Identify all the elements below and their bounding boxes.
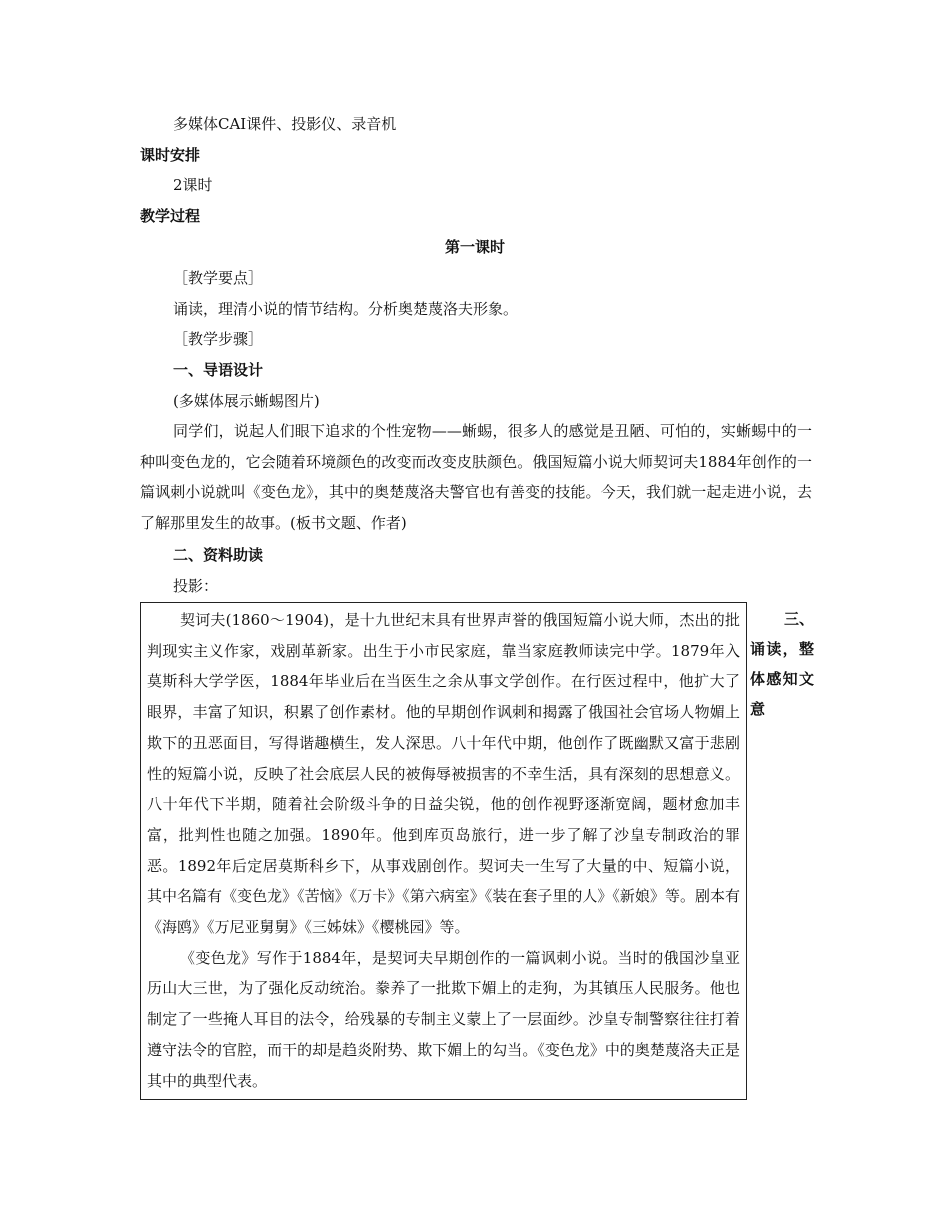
chameleon-background-paragraph: 《变色龙》写作于1884年，是契诃夫早期创作的一篇讽刺小说。当时的俄国沙皇亚历山大三世，为了强化反动统治。豢养了一批欺下媚上的走狗，为其镇压人民服务。他也制定了一些掩人耳目的法令，给残暴的专制主义蒙上了一层面纱。沙皇专制警察往往打着遵守法令的官腔，而干的却是趋炎附势、欺下媚上的勾当。《变色龙》中的奥楚蔑洛夫正是其中的典型代表。 — [147, 948, 740, 1090]
section3-heading: 诵读，整体感知文意 — [750, 640, 814, 718]
lesson-title: 第一课时 — [444, 238, 505, 256]
section2-heading: 二、资料助读 — [173, 546, 264, 564]
key-points-text: 诵读，理清小说的情节结构。分析奥楚蔑洛夫形象。 — [173, 300, 519, 318]
schedule-value: 2课时 — [173, 176, 213, 194]
process-heading: 教学过程 — [140, 207, 201, 225]
section1-note: (多媒体展示蜥蜴图片) — [173, 392, 320, 410]
projection-label: 投影： — [173, 577, 219, 595]
section1-heading: 一、导语设计 — [173, 361, 264, 379]
section3-side-column — [750, 602, 814, 724]
steps-label: ［教学步骤］ — [173, 330, 264, 348]
intro-paragraph: 同学们，说起人们眼下追求的个性宠物——蜥蜴，很多人的感觉是丑陋、可怕的，实蜥蜴中的一种叫变色龙的，它会随着环境颜色的改变而改变皮肤颜色。俄国短篇小说大师契诃夫1884年创作的一篇讽刺小说就叫《变色龙》，其中的奥楚蔑洛夫警官也有善变的技能。今天，我们就一起走进小说，去了解那里发生的故事。(板书文题、作者) — [140, 422, 812, 532]
materials-line: 多媒体CAI课件、投影仪、录音机 — [173, 115, 397, 133]
chekhov-bio-paragraph: 契诃夫(1860～1904)，是十九世纪末具有世界声誉的俄国短篇小说大师，杰出的批判现实主义作家，戏剧革新家。出生于小市民家庭，靠当家庭教师读完中学。1879年入莫斯科大学学医，1884年毕业后在当医生之余从事文学创作。在行医过程中，他扩大了眼界，丰富了知识，积累了创作素材。他的早期创作讽刺和揭露了俄国社会官场人物媚上欺下的丑恶面目，写得谐趣横生，发人深思。八十年代中期，他创作了既幽默又富于悲剧性的短篇小说，反映了社会底层人民的被侮辱被损害的不幸生活，具有深刻的思想意义。八十年代下半期，随着社会阶级斗争的日益尖锐，他的创作视野逐渐宽阔，题材愈加丰富，批判性也随之加强。1890年。他到库页岛旅行，进一步了解了沙皇专制政治的罪恶。1892年后定居莫斯科乡下，从事戏剧创作。契诃夫一生写了大量的中、短篇小说，其中名篇有《变色龙》《苦恼》《万卡》《第六病室》《装在套子里的人》《新娘》等。剧本有《海鸥》《万尼亚舅舅》《三姊妹》《樱桃园》等。 — [147, 611, 740, 937]
projection-box — [140, 602, 747, 1100]
key-points-label: ［教学要点］ — [173, 269, 264, 287]
schedule-heading: 课时安排 — [140, 146, 201, 164]
section3-number: 三、 — [783, 610, 814, 628]
